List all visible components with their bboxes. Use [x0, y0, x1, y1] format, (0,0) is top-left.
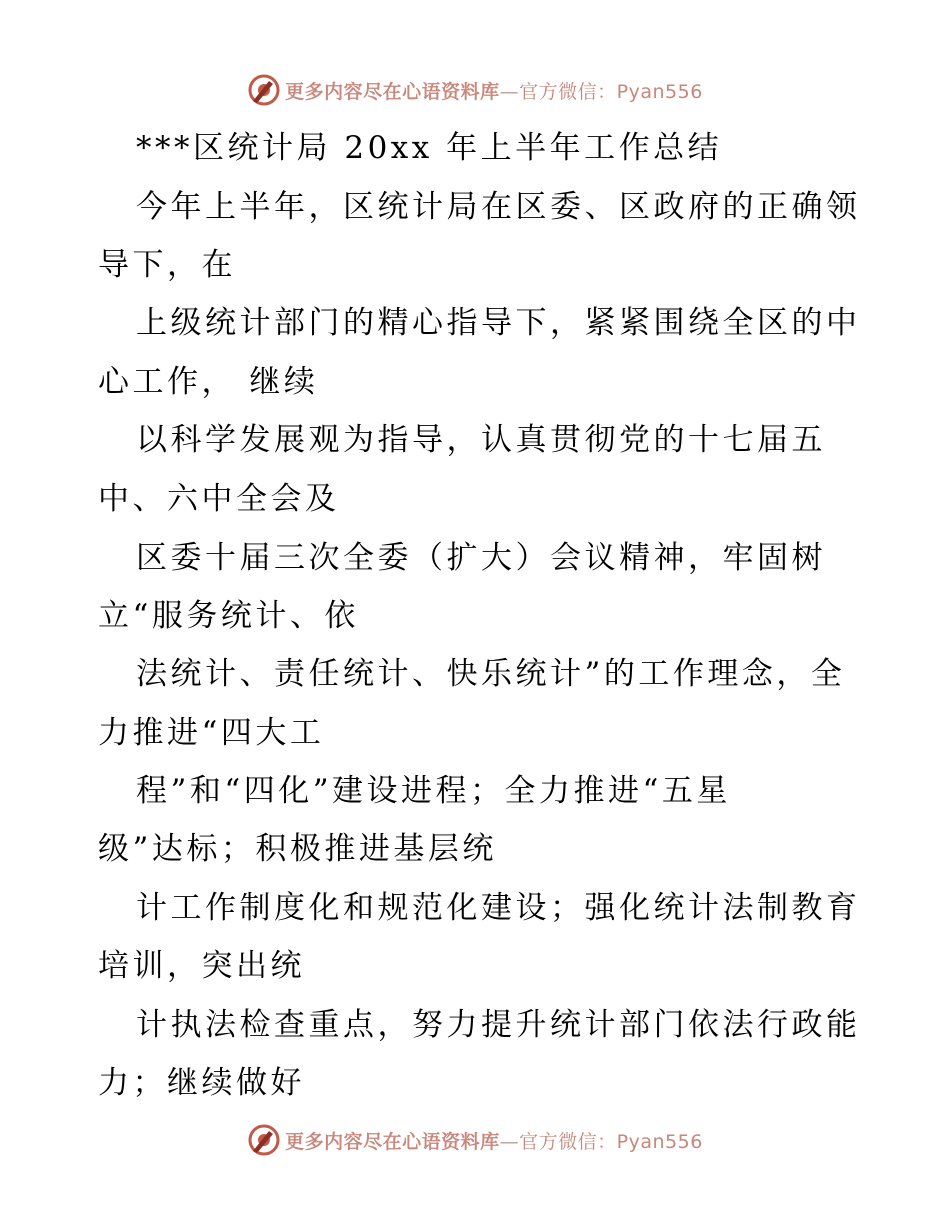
- watermark-wechat-text: 官方微信：Pyan556: [519, 80, 703, 103]
- watermark-wechat-text: 官方微信：Pyan556: [519, 1130, 703, 1153]
- watermark-main-text: 更多内容尽在心语资料库: [285, 80, 500, 103]
- watermark-main-text: 更多内容尽在心语资料库: [285, 1130, 500, 1153]
- watermark-text: [285, 77, 703, 104]
- watermark-dash: —: [499, 80, 520, 103]
- watermark-text: [285, 1127, 703, 1154]
- body-line: 以科学发展观为指导，认真贯彻党的十七届五: [136, 422, 826, 458]
- footer-watermark-banner: [0, 1120, 950, 1160]
- body-line: 程”和“四化”建设进程；全力推进“五星: [136, 773, 731, 809]
- body-line: 培训，突出统: [98, 948, 305, 984]
- brand-logo-icon: [247, 73, 281, 107]
- body-line: 级”达标；积极推进基层统: [98, 831, 497, 867]
- body-line: 区委十届三次全委（扩大）会议精神，牢固树: [136, 540, 826, 576]
- body-line: 上级统计部门的精心指导下，紧紧围绕全区的中: [136, 305, 861, 341]
- body-line: 力推进“四大工: [98, 715, 325, 751]
- header-watermark-banner: [0, 70, 950, 110]
- body-line: 导下，在: [98, 247, 236, 283]
- watermark-dash: —: [499, 1130, 520, 1153]
- body-line: 心工作， 继续: [98, 364, 319, 400]
- body-line: 今年上半年，区统计局在区委、区政府的正确领: [136, 189, 861, 225]
- document-title: ***区统计局 20xx 年上半年工作总结: [136, 130, 723, 166]
- body-line: 法统计、责任统计、快乐统计”的工作理念，全: [136, 656, 846, 692]
- body-line: 计执法检查重点，努力提升统计部门依法行政能: [136, 1007, 861, 1043]
- brand-logo-icon: [247, 1123, 281, 1157]
- body-line: 计工作制度化和规范化建设；强化统计法制教育: [136, 890, 861, 926]
- body-line: 立“服务统计、依: [98, 598, 359, 634]
- body-line: 中、六中全会及: [98, 481, 340, 517]
- body-line: 力；继续做好: [98, 1065, 305, 1101]
